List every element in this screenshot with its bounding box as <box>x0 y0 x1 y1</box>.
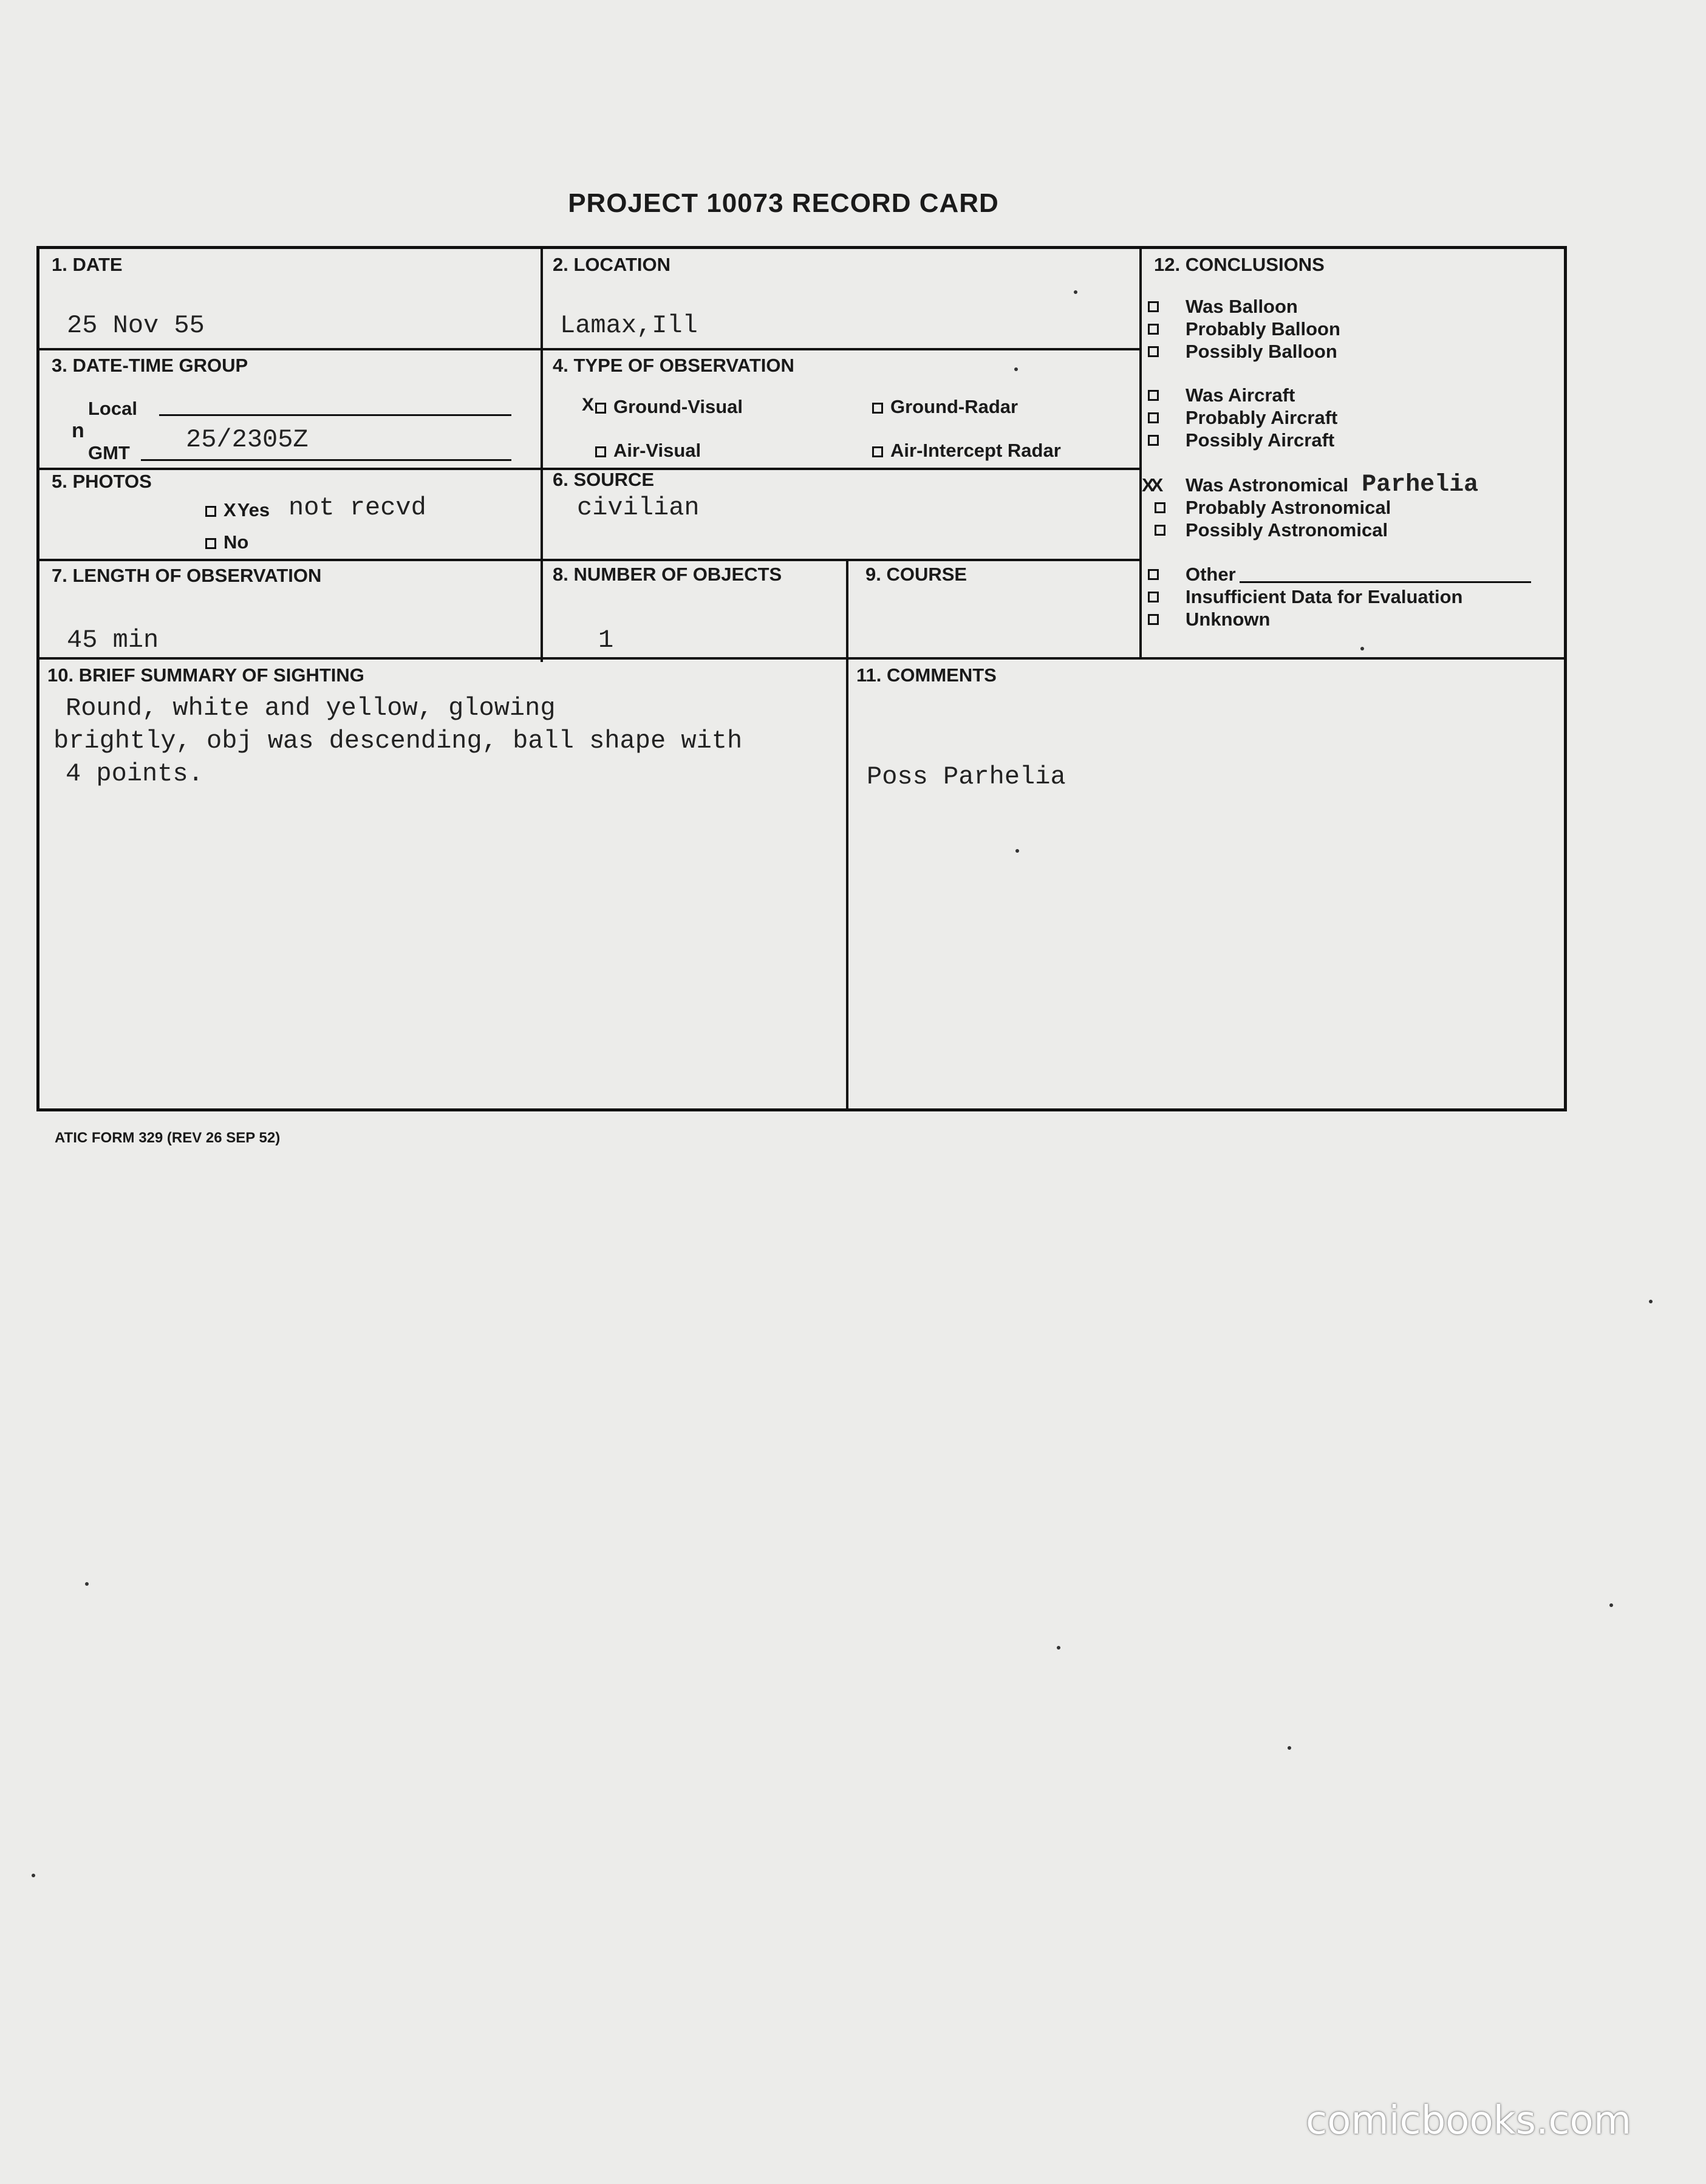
checkbox-icon <box>1148 569 1159 580</box>
length-label: 7. LENGTH OF OBSERVATION <box>52 565 322 586</box>
scan-speck <box>1015 849 1019 853</box>
scan-speck <box>1649 1300 1653 1303</box>
conclusion-item: Probably Astronomical <box>1142 496 1478 519</box>
checkbox-icon <box>1148 301 1159 312</box>
photos-label: 5. PHOTOS <box>52 471 152 492</box>
photos-yes-mark: X <box>223 499 236 520</box>
conclusions-group-astronomical <box>1142 471 1479 541</box>
checkbox-icon <box>1148 390 1159 401</box>
form-footer: ATIC FORM 329 (REV 26 SEP 52) <box>55 1130 281 1146</box>
checkbox-icon <box>1148 324 1159 335</box>
summary-line: 4 points. <box>66 759 203 788</box>
summary-line: Round, white and yellow, glowing <box>66 694 556 723</box>
dtg-label: 3. DATE-TIME GROUP <box>52 355 248 376</box>
gmt-value: 25/2305Z <box>186 425 309 454</box>
divider <box>38 348 1141 350</box>
astronomical-note: Parhelia <box>1362 471 1479 499</box>
checkbox-icon <box>872 446 883 457</box>
summary-label: 10. BRIEF SUMMARY OF SIGHTING <box>47 664 364 686</box>
checkbox-icon <box>1148 346 1159 357</box>
checkbox-icon <box>1155 502 1165 513</box>
checkbox-icon <box>1148 614 1159 625</box>
scan-speck <box>1360 647 1364 650</box>
conclusion-item: Probably Balloon <box>1148 318 1340 340</box>
scan-speck <box>85 1582 89 1586</box>
conclusion-item-selected: XX Was Astronomical Parhelia <box>1142 471 1479 499</box>
source-label: 6. SOURCE <box>553 469 655 490</box>
checkbox-icon <box>872 403 883 414</box>
air-visual-option: Air-Visual <box>595 440 701 462</box>
conclusion-item: Unknown <box>1148 608 1531 630</box>
conclusion-item: Probably Aircraft <box>1148 406 1337 429</box>
scan-speck <box>1288 1746 1291 1750</box>
local-field-line <box>159 414 511 416</box>
location-label: 2. LOCATION <box>553 254 671 275</box>
checkbox-icon <box>1148 592 1159 602</box>
checkbox-icon <box>1148 412 1159 423</box>
checkbox-icon <box>1155 525 1165 536</box>
card-title: PROJECT 10073 RECORD CARD <box>568 188 999 218</box>
checkbox-icon <box>205 506 216 517</box>
scan-speck <box>1074 290 1077 294</box>
checkbox-icon <box>595 403 606 414</box>
divider <box>38 657 1564 660</box>
length-value: 45 min <box>67 626 159 655</box>
conclusions-label: 12. CONCLUSIONS <box>1154 254 1325 275</box>
location-value: Lamax,Ill <box>560 311 698 340</box>
comments-value: Poss Parhelia <box>867 762 1066 791</box>
num-objects-label: 8. NUMBER OF OBJECTS <box>553 564 782 585</box>
conclusion-item: Was Aircraft <box>1148 384 1337 406</box>
conclusion-item: Other <box>1148 563 1531 585</box>
divider <box>846 559 848 1110</box>
num-objects-value: 1 <box>598 626 614 655</box>
conclusion-item: Was Balloon <box>1148 295 1340 318</box>
date-value: 25 Nov 55 <box>67 311 205 340</box>
date-label: 1. DATE <box>52 254 123 275</box>
course-label: 9. COURSE <box>865 564 967 585</box>
scan-speck <box>32 1874 35 1877</box>
conclusions-group-balloon <box>1148 295 1340 363</box>
photos-yes-option: XYes <box>205 499 270 521</box>
scan-speck <box>1014 367 1018 371</box>
gmt-prefix: n <box>72 419 84 442</box>
source-value: civilian <box>577 493 700 522</box>
gmt-label: GMT <box>88 442 130 463</box>
divider <box>38 559 1141 561</box>
comments-label: 11. COMMENTS <box>856 664 997 686</box>
ground-visual-mark: X <box>582 395 595 415</box>
checkbox-icon <box>1148 435 1159 446</box>
type-obs-label: 4. TYPE OF OBSERVATION <box>553 355 794 376</box>
divider <box>541 248 543 662</box>
scan-speck <box>1609 1603 1613 1607</box>
conclusion-item: Insufficient Data for Evaluation <box>1148 585 1531 608</box>
gmt-field-line <box>141 459 511 461</box>
conclusion-item: Possibly Balloon <box>1148 340 1340 363</box>
conclusions-group-aircraft <box>1148 384 1337 451</box>
conclusions-group-other <box>1148 563 1531 630</box>
ground-visual-option: Ground-Visual <box>595 396 743 418</box>
selected-mark: XX <box>1142 474 1160 496</box>
checkbox-icon <box>205 538 216 549</box>
photos-note: not recvd <box>288 493 426 522</box>
local-label: Local <box>88 398 137 419</box>
checkbox-icon <box>595 446 606 457</box>
scan-speck <box>1057 1646 1060 1650</box>
watermark: comicbooks.com <box>1306 2098 1632 2143</box>
summary-line: brightly, obj was descending, ball shape with <box>53 726 743 756</box>
conclusion-item: Possibly Aircraft <box>1148 429 1337 451</box>
divider <box>1139 248 1142 659</box>
photos-no-option: No <box>205 531 248 553</box>
air-intercept-option: Air-Intercept Radar <box>872 440 1061 462</box>
ground-radar-option: Ground-Radar <box>872 396 1018 418</box>
conclusion-item: Possibly Astronomical <box>1142 519 1478 541</box>
